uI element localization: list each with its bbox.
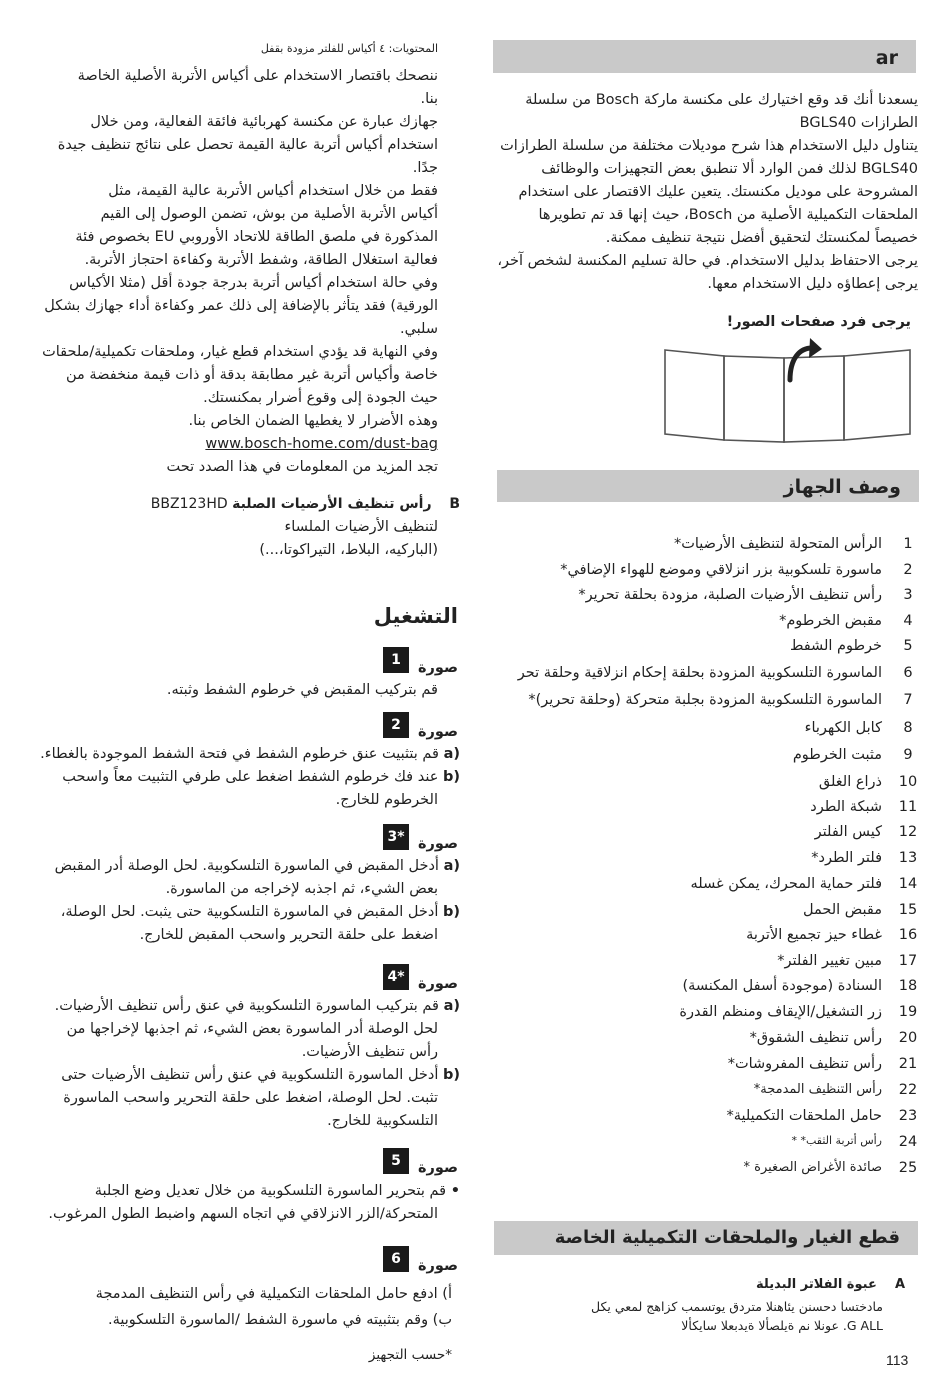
bullet-marker: • bbox=[450, 1183, 460, 1199]
intro-text bbox=[493, 92, 918, 292]
step-marker: b) bbox=[442, 904, 460, 920]
item-number: 17 bbox=[898, 953, 918, 969]
item-number: 13 bbox=[898, 850, 918, 866]
advice-line: المذكورة في ملصق الطاقة للاتحاد الأوروبي EU بخصوص فئة bbox=[75, 229, 438, 245]
step-line: التلسكوبية للخارج. bbox=[327, 1113, 438, 1129]
step-marker: a) bbox=[443, 858, 460, 874]
device-items-list bbox=[478, 536, 918, 1186]
step-marker: b) bbox=[442, 769, 460, 785]
page-number: 113 bbox=[886, 1352, 909, 1368]
item-number: 8 bbox=[903, 720, 913, 736]
item-b-model: BBZ123HD bbox=[150, 496, 228, 512]
item-label: خرطوم الشفط bbox=[789, 638, 882, 654]
unfold-pages-illustration bbox=[660, 336, 915, 446]
item-label: مثبت الخرطوم bbox=[792, 747, 882, 763]
advice-line: ننصحك باقتصار الاستخدام على أكياس الأتربة الأصلية الخاصة bbox=[77, 68, 438, 84]
figure-line: قم بتركيب المقبض في خرطوم الشفط وثبته. bbox=[166, 682, 438, 698]
item-label: صائدة الأغراض الصغيرة * bbox=[743, 1160, 882, 1175]
item-number: 10 bbox=[898, 774, 918, 790]
item-label: شبكة الطرد bbox=[810, 799, 882, 815]
item-b-letter: B bbox=[449, 496, 460, 512]
list-item bbox=[478, 824, 918, 848]
advice-line: تجد المزيد من المعلومات في هذا الصدد تحت bbox=[166, 459, 438, 475]
item-b-heading bbox=[151, 496, 460, 512]
step-marker: a) bbox=[443, 998, 460, 1014]
unfold-notice: يرجى فرد صفحات الصور! bbox=[726, 314, 911, 330]
list-item bbox=[478, 1030, 918, 1054]
list-item bbox=[478, 876, 918, 900]
list-item bbox=[478, 774, 918, 798]
advice-line: وفي حالة استخدام أكياس أتربة بدرجة جودة أقل (مثلا الأكياس bbox=[69, 275, 438, 291]
item-number: 11 bbox=[898, 799, 918, 815]
item-b-desc: (الباركيه، البلاط، التيراكوتا،...) bbox=[259, 542, 438, 558]
step-line: رأس تنظيف الأرضيات. bbox=[301, 1044, 438, 1060]
footnote-wrap bbox=[20, 1347, 452, 1367]
item-label: مقبض الحمل bbox=[802, 902, 882, 918]
item-number: 6 bbox=[903, 665, 913, 681]
step-marker: b) bbox=[442, 1067, 460, 1083]
list-item bbox=[478, 1134, 918, 1158]
list-item bbox=[478, 1108, 918, 1132]
figure-number-badge: 3* bbox=[383, 824, 409, 850]
list-item bbox=[478, 638, 918, 662]
figure-number-badge: 6 bbox=[383, 1246, 409, 1272]
section-operation-wrap bbox=[20, 604, 458, 636]
item-number: 23 bbox=[898, 1108, 918, 1124]
figure-label: صورة bbox=[418, 660, 459, 676]
step-line: الخرطوم للخارج. bbox=[335, 792, 438, 808]
item-label: فلتر الطرد* bbox=[811, 850, 882, 866]
item-number: 14 bbox=[898, 876, 918, 892]
item-number: 25 bbox=[898, 1160, 918, 1176]
step-line: لحل الوصلة أدر الماسورة بعض الشيء، ثم اجذبها لإخراجها من bbox=[66, 1021, 438, 1037]
figure-3-text bbox=[20, 858, 460, 953]
list-item bbox=[478, 720, 918, 744]
list-item bbox=[478, 1082, 918, 1106]
figure-4-text bbox=[20, 998, 460, 1138]
item-b-title: رأس تنظيف الأرضيات الصلبة bbox=[232, 496, 432, 512]
language-tag: ar bbox=[875, 47, 898, 69]
figure-label: صورة bbox=[418, 1258, 459, 1274]
dust-bag-link[interactable] bbox=[205, 436, 438, 452]
figure-6-text bbox=[20, 1286, 452, 1338]
item-number: 3 bbox=[903, 587, 913, 603]
part-a-desc: مادختسا دحسنن يئاهنلا متردق يوتسمب كزاهج لمعي يكل bbox=[591, 1299, 883, 1314]
footnote: *حسب التجهيز bbox=[368, 1347, 452, 1363]
list-item bbox=[478, 665, 918, 689]
list-item bbox=[478, 902, 918, 926]
part-a-desc: G ALL. عونلا نم ةيلصألا ةيدبعلا سايكألا bbox=[681, 1318, 883, 1333]
part-a-title: عبوة الفلاتر البديلة bbox=[756, 1277, 877, 1292]
contents-line-wrap bbox=[20, 42, 438, 60]
step-text: أدخل الماسورة التلسكوبية في عنق رأس تنظيف الأرضيات حتى bbox=[61, 1067, 439, 1083]
step-line: المتحركة/الزر الانزلاقي في اتجاه السهم واضبط الطول المرغوب. bbox=[48, 1206, 438, 1222]
item-label: السنادة (موجودة أسفل المكنسة) bbox=[682, 978, 882, 994]
advice-line: حيث الجودة إلى وقوع أضرار بمكنستك. bbox=[203, 390, 438, 406]
step-text: عند فك خرطوم الشفط اضغط على طرفي التثبيت معاً واسحب bbox=[62, 769, 439, 785]
item-label: كيس الفلتر bbox=[814, 824, 882, 840]
intro-line: يرجى الاحتفاظ بدليل الاستخدام. في حالة تسليم المكنسة لشخص آخر، bbox=[497, 253, 918, 269]
list-item bbox=[478, 1160, 918, 1184]
step-line: تثبت. لحل الوصلة، اضغط على حلقة التحرير واسحب الماسورة bbox=[63, 1090, 438, 1106]
item-number: 15 bbox=[898, 902, 918, 918]
advice-line: بنا. bbox=[420, 91, 438, 107]
item-number: 21 bbox=[898, 1056, 918, 1072]
figure-1-text bbox=[20, 682, 438, 704]
language-header-bar bbox=[493, 40, 916, 73]
list-item bbox=[478, 692, 918, 716]
step-text: قم بتركيب الماسورة التلسكوبية في عنق رأس تنظيف الأرضيات. bbox=[54, 998, 439, 1014]
step-line bbox=[55, 858, 460, 874]
advice-line: استخدام أكياس أتربة عالية القيمة تحصل على نتائج تنظيف جيدة bbox=[57, 137, 438, 153]
list-item bbox=[478, 953, 918, 977]
step-line: اضغط على حلقة التحرير واسحب المقبض للخارج. bbox=[139, 927, 438, 943]
step-text: قم بتثبيت عنق خرطوم الشفط في فتحة الشفط الموجودة بالغطاء. bbox=[40, 746, 439, 762]
step-line bbox=[61, 1067, 460, 1083]
list-item bbox=[478, 850, 918, 874]
item-label: مقبض الخرطوم* bbox=[779, 612, 882, 629]
advice-line: أكياس الأتربة الأصلية من بوش، تضمن الوصول إلى القيم bbox=[100, 206, 438, 222]
list-item bbox=[478, 978, 918, 1002]
item-label: زر التشغيل/الإيقاف ومنظم القدرة bbox=[679, 1004, 882, 1020]
item-label: رأس أتربة الثقب* * bbox=[791, 1134, 882, 1147]
intro-line: الملحقات التكميلية الأصلية من Bosch، حيث إنها قد تم تطويرها bbox=[538, 207, 918, 223]
item-label: رأس تنظيف الشقوق* bbox=[749, 1030, 882, 1046]
item-number: 5 bbox=[903, 638, 913, 654]
item-label: ماسورة تلسكوبية بزر انزلاقي وموضع للهواء الإضافي* bbox=[560, 561, 882, 578]
step-line bbox=[61, 904, 460, 920]
list-item bbox=[478, 613, 918, 637]
intro-line: الطرازات BGLS40 bbox=[799, 115, 918, 131]
intro-line: المشروحة على موديل مكنستك. يتعين عليك الاقتصار على استخدام bbox=[518, 184, 918, 200]
item-label: حامل الملحقات التكميلية* bbox=[726, 1108, 882, 1124]
part-a-letter: A bbox=[894, 1277, 905, 1292]
dust-bag-link-text[interactable]: www.bosch-home.com/dust-bag bbox=[205, 436, 438, 452]
part-a bbox=[493, 1277, 905, 1337]
item-label: غطاء حيز تجميع الأتربة bbox=[746, 927, 882, 943]
item-number: 7 bbox=[903, 692, 913, 708]
step-line: بعض الشيء، ثم اجذبه لإخراجه من الماسورة. bbox=[165, 881, 438, 897]
item-label: الماسورة التلسكوبية المزودة بجلبة متحركة (وحلقة تحرير)* bbox=[528, 692, 882, 708]
unfold-arrow-icon bbox=[790, 338, 822, 380]
figure-number-badge: 1 bbox=[383, 647, 409, 673]
section-operation-title: التشغيل bbox=[373, 604, 458, 628]
step-line bbox=[95, 1183, 460, 1199]
list-item bbox=[478, 747, 918, 771]
item-label: ذراع الغلق bbox=[818, 774, 882, 790]
intro-line: خصيصاً لمكنستك لتحقيق أفضل نتيجة تنظيف ممكنة. bbox=[605, 230, 918, 246]
figure-number-badge: 5 bbox=[383, 1148, 409, 1174]
intro-line: BGLS40 لذلك فمن الوارد ألا تنطبق بعض التجهيزات والوظائف bbox=[541, 161, 918, 177]
list-item bbox=[478, 536, 918, 560]
advice-line: فعالية استغلال الطاقة، وشفط الأتربة وكفاءة احتجاز الأتربة. bbox=[84, 252, 438, 268]
item-label: كابل الكهرباء bbox=[804, 720, 882, 736]
item-b-desc: لتنظيف الأرضيات الملساء bbox=[284, 519, 438, 535]
advice-line: خاصة وأكياس أتربة غير مطابقة بدقة أو ذات قيمة منخفضة من bbox=[65, 367, 438, 383]
step-marker: a) bbox=[443, 746, 460, 762]
step-text: قم بتحرير الماسورة التلسكوبية من خلال تعديل وضع الجلبة bbox=[94, 1183, 447, 1199]
step-line bbox=[62, 769, 460, 785]
list-item bbox=[478, 1004, 918, 1028]
advice-line: فقط من خلال استخدام أكياس الأتربة عالية القيمة، مثل bbox=[108, 183, 438, 199]
item-number: 22 bbox=[898, 1082, 918, 1098]
item-label: فلتر حماية المحرك، يمكن غسله bbox=[690, 876, 882, 892]
item-number: 20 bbox=[898, 1030, 918, 1046]
unfold-notice-wrap bbox=[493, 314, 911, 336]
figure-line: ب) وقم بتثبيته في ماسورة الشفط /الماسورة التلسكوبية. bbox=[108, 1312, 452, 1328]
advice-line: جدًا. bbox=[412, 160, 438, 176]
item-number: 18 bbox=[898, 978, 918, 994]
item-number: 19 bbox=[898, 1004, 918, 1020]
item-number: 16 bbox=[898, 927, 918, 943]
item-number: 24 bbox=[898, 1134, 918, 1150]
list-item bbox=[478, 587, 918, 611]
figure-2-text bbox=[20, 746, 460, 816]
item-label: رأس تنظيف المفروشات* bbox=[727, 1056, 882, 1072]
figure-label: صورة bbox=[418, 724, 459, 740]
item-label: الرأس المتحولة لتنظيف الأرضيات* bbox=[673, 536, 882, 552]
figure-label: صورة bbox=[418, 836, 459, 852]
section-device-header bbox=[497, 470, 919, 502]
list-item bbox=[478, 927, 918, 951]
step-line bbox=[55, 998, 460, 1014]
section-device-title: وصف الجهاز bbox=[783, 476, 901, 498]
figure-label: صورة bbox=[418, 1160, 459, 1176]
figure-number-badge: 4* bbox=[383, 964, 409, 990]
intro-line: يرجى إعطاؤه دليل الاستخدام معها. bbox=[707, 276, 918, 292]
item-label: رأس تنظيف الأرضيات الصلبة، مزودة بحلقة تحرير* bbox=[578, 587, 882, 603]
advice-line: جهازك عبارة عن مكنسة كهربائية فائقة الفعالية، ومن خلال bbox=[90, 114, 438, 130]
item-number: 1 bbox=[903, 536, 913, 552]
item-number: 4 bbox=[903, 612, 913, 629]
item-b bbox=[20, 496, 460, 566]
section-parts-header bbox=[494, 1221, 918, 1255]
intro-line: يتناول دليل الاستخدام هذا شرح موديلات مختلفة من سلسلة الطرازات bbox=[500, 138, 918, 154]
advice-text bbox=[20, 68, 438, 478]
advice-line: وفي النهاية قد يؤدي استخدام قطع غيار، وملحقات تكميلية/ملحقات bbox=[42, 344, 438, 360]
contents-line: المحتويات: ٤ أكياس للفلتر مزودة بقفل bbox=[260, 42, 438, 55]
list-item bbox=[478, 562, 918, 586]
figure-line: أ) ادفع حامل الملحقات التكميلية في رأس التنظيف المدمجة bbox=[95, 1286, 452, 1302]
figure-label: صورة bbox=[418, 976, 459, 992]
item-label: مبين تغيير الفلتر* bbox=[777, 953, 882, 969]
part-a-heading bbox=[756, 1277, 905, 1292]
step-text: أدخل المقبض في الماسورة التلسكوبية حتى يثبت. لحل الوصلة، bbox=[60, 904, 439, 920]
section-parts-title: قطع الغيار والملحقات التكميلية الخاصة bbox=[554, 1227, 900, 1248]
list-item bbox=[478, 1056, 918, 1080]
item-label: رأس التنظيف المدمجة* bbox=[753, 1082, 882, 1097]
advice-line: وهذه الأضرار لا يغطيها الضمان الخاص بنا. bbox=[188, 413, 438, 429]
intro-line: يسعدنا أنك قد وقع اختيارك على مكنسة ماركة Bosch من سلسلة bbox=[525, 92, 918, 108]
step-text: أدخل المقبض في الماسورة التلسكوبية. لحل الوصلة أدر المقبض bbox=[54, 858, 439, 874]
item-label: الماسورة التلسكوبية المزودة بحلقة إحكام انزلاقية وحلقة تحر bbox=[517, 665, 882, 681]
figure-number-badge: 2 bbox=[383, 712, 409, 738]
list-item bbox=[478, 799, 918, 823]
item-number: 2 bbox=[903, 561, 913, 578]
item-number: 12 bbox=[898, 824, 918, 840]
figure-5-text bbox=[20, 1183, 460, 1231]
advice-line: الورقية) فقد يتأثر بالإضافة إلى ذلك عمر وكفاءة أداء جهازك بشكل bbox=[44, 298, 438, 314]
step-line bbox=[40, 746, 460, 762]
advice-line: سلبي. bbox=[399, 321, 438, 337]
item-number: 9 bbox=[903, 747, 913, 763]
